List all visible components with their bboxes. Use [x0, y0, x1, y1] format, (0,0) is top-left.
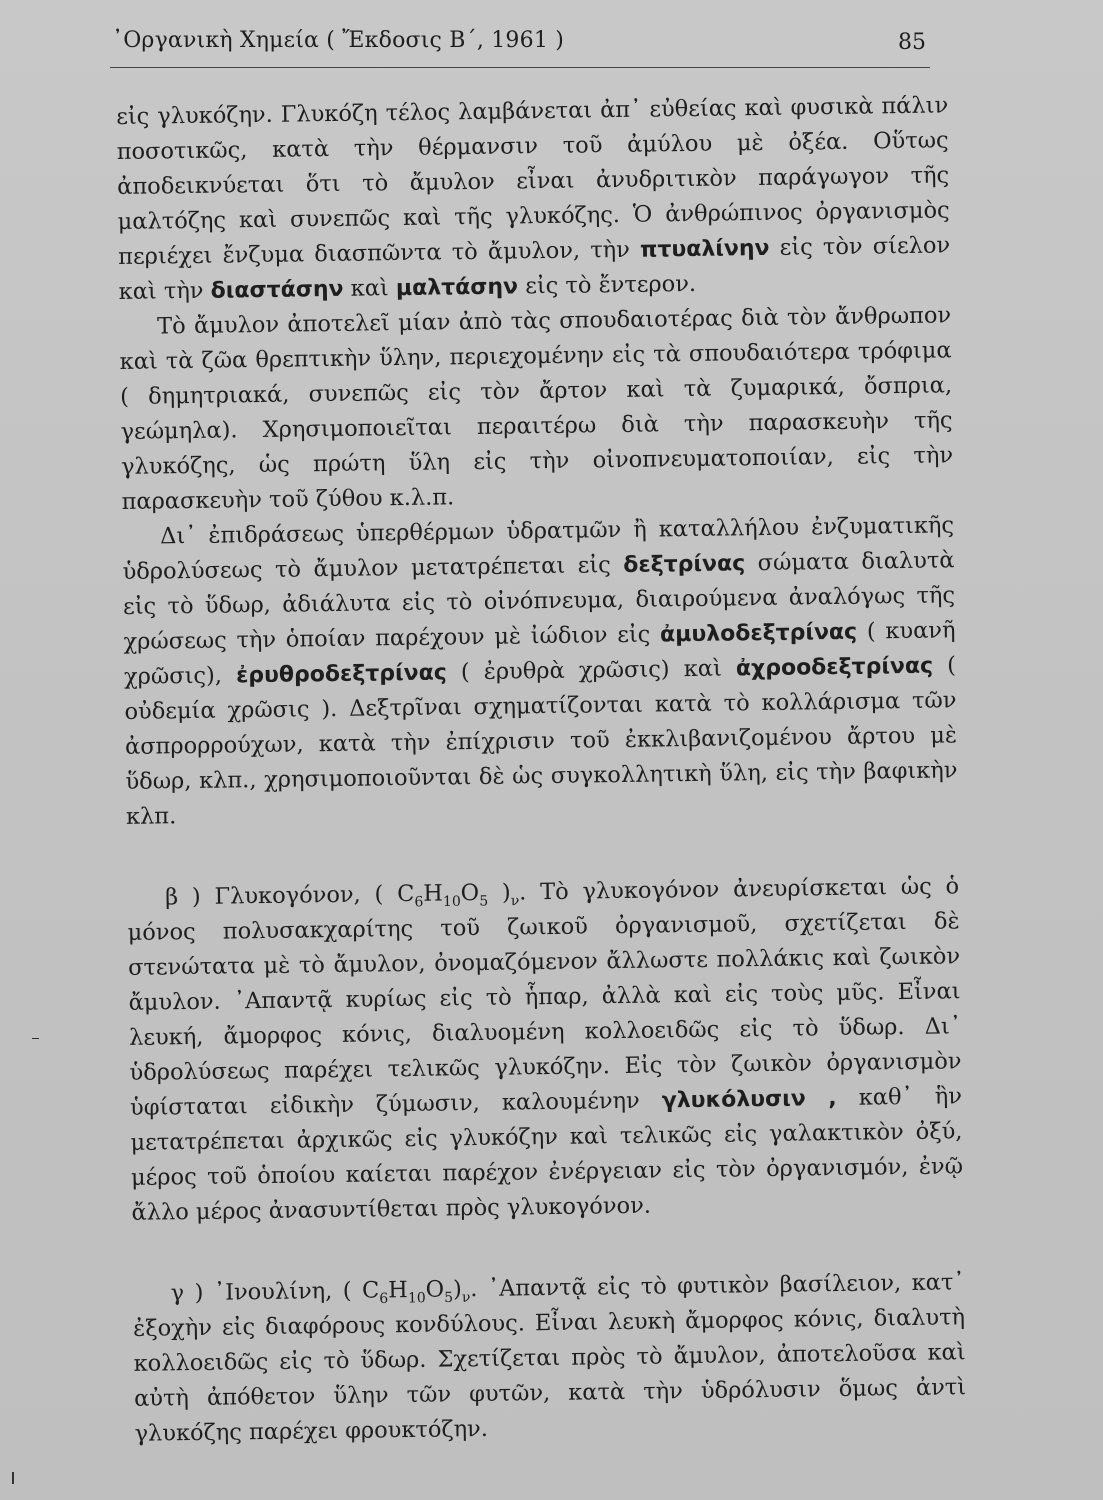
- term-amylodextrins: ἀμυλοδεξτρίνας: [659, 619, 858, 648]
- formula-part: ): [452, 1276, 462, 1303]
- text-run: ( ἐρυθρὰ χρῶσις) καὶ: [446, 655, 737, 686]
- paragraph-2: Τὸ ἄμυλον ἀποτελεῖ μίαν ἀπὸ τὰς σπουδαιοτέρας διὰ τὸν ἄνθρωπον καὶ τὰ ζῶα θρεπτικὴν ὕλην, περιεχομένην εἰς τὰ σπουδαιότερα τρόφιμα ( δημητριακά, συνεπῶς εἰς τὸν ἄρτον καὶ τὰ ζυμαρικά, ὄσπρια, γεώμηλα). Χρησιμοποιεῖται περαιτέρω διὰ τὴν παρασκευὴν τῆς γλυκόζης, ὡς πρώτη ὕλη εἰς τὴν οἰνοπνευματοποιίαν, εἰς τὴν παρασκευὴν τοῦ ζύθου κ.λ.π.: [119, 302, 954, 515]
- text-run: Δι᾿ ἐπιδράσεως ὑπερθέρμων ὑδρατμῶν ἢ καταλλήλου ἐνζυματικῆς ὑδρολύσεως τὸ ἄμυλον μετατρέπεται εἰς: [122, 512, 955, 585]
- body-text: [116, 88, 967, 1451]
- text-run: . ᾿Απαντᾷ εἰς τὸ φυτικὸν βασίλειον, κατ᾿ ἐξοχὴν εἰς διαφόρους κονδύλους. Εἶναι λευκὴ ἄμορφος κόνις, διαλυτὴ κολλοειδῶς εἰς τὸ ὕδωρ. Σχετίζεται πρὸς τὸ ἄμυλον, ἀποτελοῦσα καὶ αὐτὴ ἀπόθετον ὕλην τῶν φυτῶν, κατὰ τὴν ὑδρόλυσιν ὅμως ἀντὶ γλυκόζης παρέχει φρουκτόζην.: [132, 1269, 967, 1447]
- section-heading-glycogen: β ) Γλυκογόνον, (: [164, 881, 398, 911]
- text-run: καθ᾿ ἣν μετατρέπεται ἀρχικῶς εἰς γλυκόζην καὶ τελικῶς εἰς γαλακτικὸν ὀξύ, μέρος τοῦ ὁποίου καίεται παρέχον ἐνέργειαν εἰς τὸν ὀργανισμόν, ἐνῷ ἄλλο μέρος ἀνασυντίθεται πρὸς γλυκογόνον.: [130, 1083, 964, 1226]
- text-run: εἰς τὸν σίελον καὶ τὴν: [118, 232, 951, 305]
- formula-part: H: [387, 1277, 408, 1304]
- term-maltase: μαλτάσην: [395, 274, 519, 302]
- term-diastase: διαστάσην: [210, 276, 344, 304]
- text-run: . Τὸ γλυκογόνον ἀνευρίσκεται ὡς ὁ μόνος πολυσακχαρίτης τοῦ ζωικοῦ ὀργανισμοῦ, σχετίζεται δὲ στενώτατα μὲ τὸ ἄμυλον, ὀνομαζόμενον ἄλλωστε πολλάκις καὶ ζωικὸν ἄμυλον. ᾿Απαντᾷ κυρίως εἰς τὸ ἧπαρ, ἀλλὰ καὶ εἰς τοὺς μῦς. Εἶναι λευκή, ἄμορφος κόνις, διαλυομένη κολλοειδῶς εἰς τὸ ὕδωρ. Δι᾿ ὑδρολύσεως παρέχει τελικῶς γλυκόζην. Εἰς τὸν ζωικὸν ὀργανισμὸν ὑφίσταται εἰδικὴν ζύμωσιν, καλουμένην: [127, 873, 962, 1121]
- formula-subscript: 5: [479, 893, 489, 910]
- formula-part: H: [423, 880, 444, 907]
- term-ptyalin: πτυαλίνην: [639, 235, 770, 263]
- header-rule: [110, 67, 930, 68]
- term-erythrodextrins: ἐρυθροδεξτρίνας: [235, 660, 447, 689]
- text-run: ( οὐδεμία χρῶσις ). Δεξτρῖναι σχηματίζονται κατὰ τὸ κολλάρισμα τῶν ἀσπρορρούχων, κατὰ τὴν ἐπίχρισιν τοῦ ἐκκλιβανιζομένου ἄρτου μὲ ὕδωρ, κλπ., χρησιμοποιοῦνται δὲ ὡς συγκολλητικὴ ὕλη, εἰς τὴν βαφικὴν κλπ.: [124, 652, 958, 830]
- paragraph-1: [116, 88, 951, 310]
- formula-part: C: [396, 880, 415, 908]
- formula-subscript: 6: [414, 894, 424, 911]
- paragraph-3: [122, 508, 958, 835]
- text-run: εἰς γλυκόζην. Γλυκόζη τέλος λαμβάνεται ἀπ᾿ εὐθείας καὶ φυσικὰ πάλιν ποσοτικῶς, κατὰ τὴν θέρμανσιν τοῦ ἀμύλου μὲ ὀξέα. Οὕτως ἀποδεικνύεται ὅτι τὸ ἄμυλον εἶναι ἀνυδριτικὸν παράγωγον τῆς μαλτόζης καὶ συνεπῶς καὶ τῆς γλυκόζης. Ὁ ἀνθρώπινος ὀργανισμὸς περιέχει ἔνζυμα διασπῶντα τὸ ἄμυλον, τὴν: [116, 92, 950, 270]
- margin-mark: [32, 1038, 39, 1039]
- paragraph-glycogen: [127, 869, 964, 1231]
- formula-subscript: 5: [444, 1289, 454, 1307]
- text-run: καὶ: [343, 275, 397, 302]
- formula-part: O: [460, 880, 480, 907]
- text-run: εἰς τὸ ἔντερον.: [517, 270, 697, 300]
- text-run: σώματα διαλυτὰ εἰς τὸ ὕδωρ, ἀδιάλυτα εἰς τὸ οἰνόπνευμα, διαιρούμενα ἀναλόγως τῆς χρώσεως τὴν ὁποίαν παρέχουν μὲ ἰώδιον εἰς: [122, 547, 956, 655]
- formula-subscript: ν: [510, 892, 520, 910]
- formula-subscript: 10: [407, 1290, 426, 1307]
- formula-subscript: 6: [379, 1290, 389, 1307]
- formula-glycogen: [396, 879, 520, 911]
- formula-part: ): [487, 879, 511, 906]
- term-glycolysis: γλυκόλυσιν ,: [661, 1086, 837, 1114]
- formula-inulin: [361, 1276, 471, 1307]
- formula-part: O: [425, 1276, 445, 1303]
- margin-mark: [12, 1472, 14, 1484]
- page-number: 85: [898, 30, 926, 55]
- text-run: ( κυανῆ χρῶσις),: [123, 617, 956, 690]
- formula-subscript: ν: [461, 1289, 471, 1306]
- running-header-title: ᾿Οργανικὴ Χημεία ( Ἔκδοσις Β΄, 1961 ): [112, 28, 564, 53]
- formula-part: C: [361, 1277, 380, 1304]
- term-achroodextrins: ἀχροοδεξτρίνας: [735, 653, 934, 682]
- term-dextrins: δεξτρίνας: [623, 551, 746, 578]
- section-heading-inulin: γ ) ᾿Ινουλίνη, (: [170, 1277, 363, 1307]
- paragraph-inulin: [132, 1265, 966, 1452]
- formula-subscript: 10: [442, 893, 461, 911]
